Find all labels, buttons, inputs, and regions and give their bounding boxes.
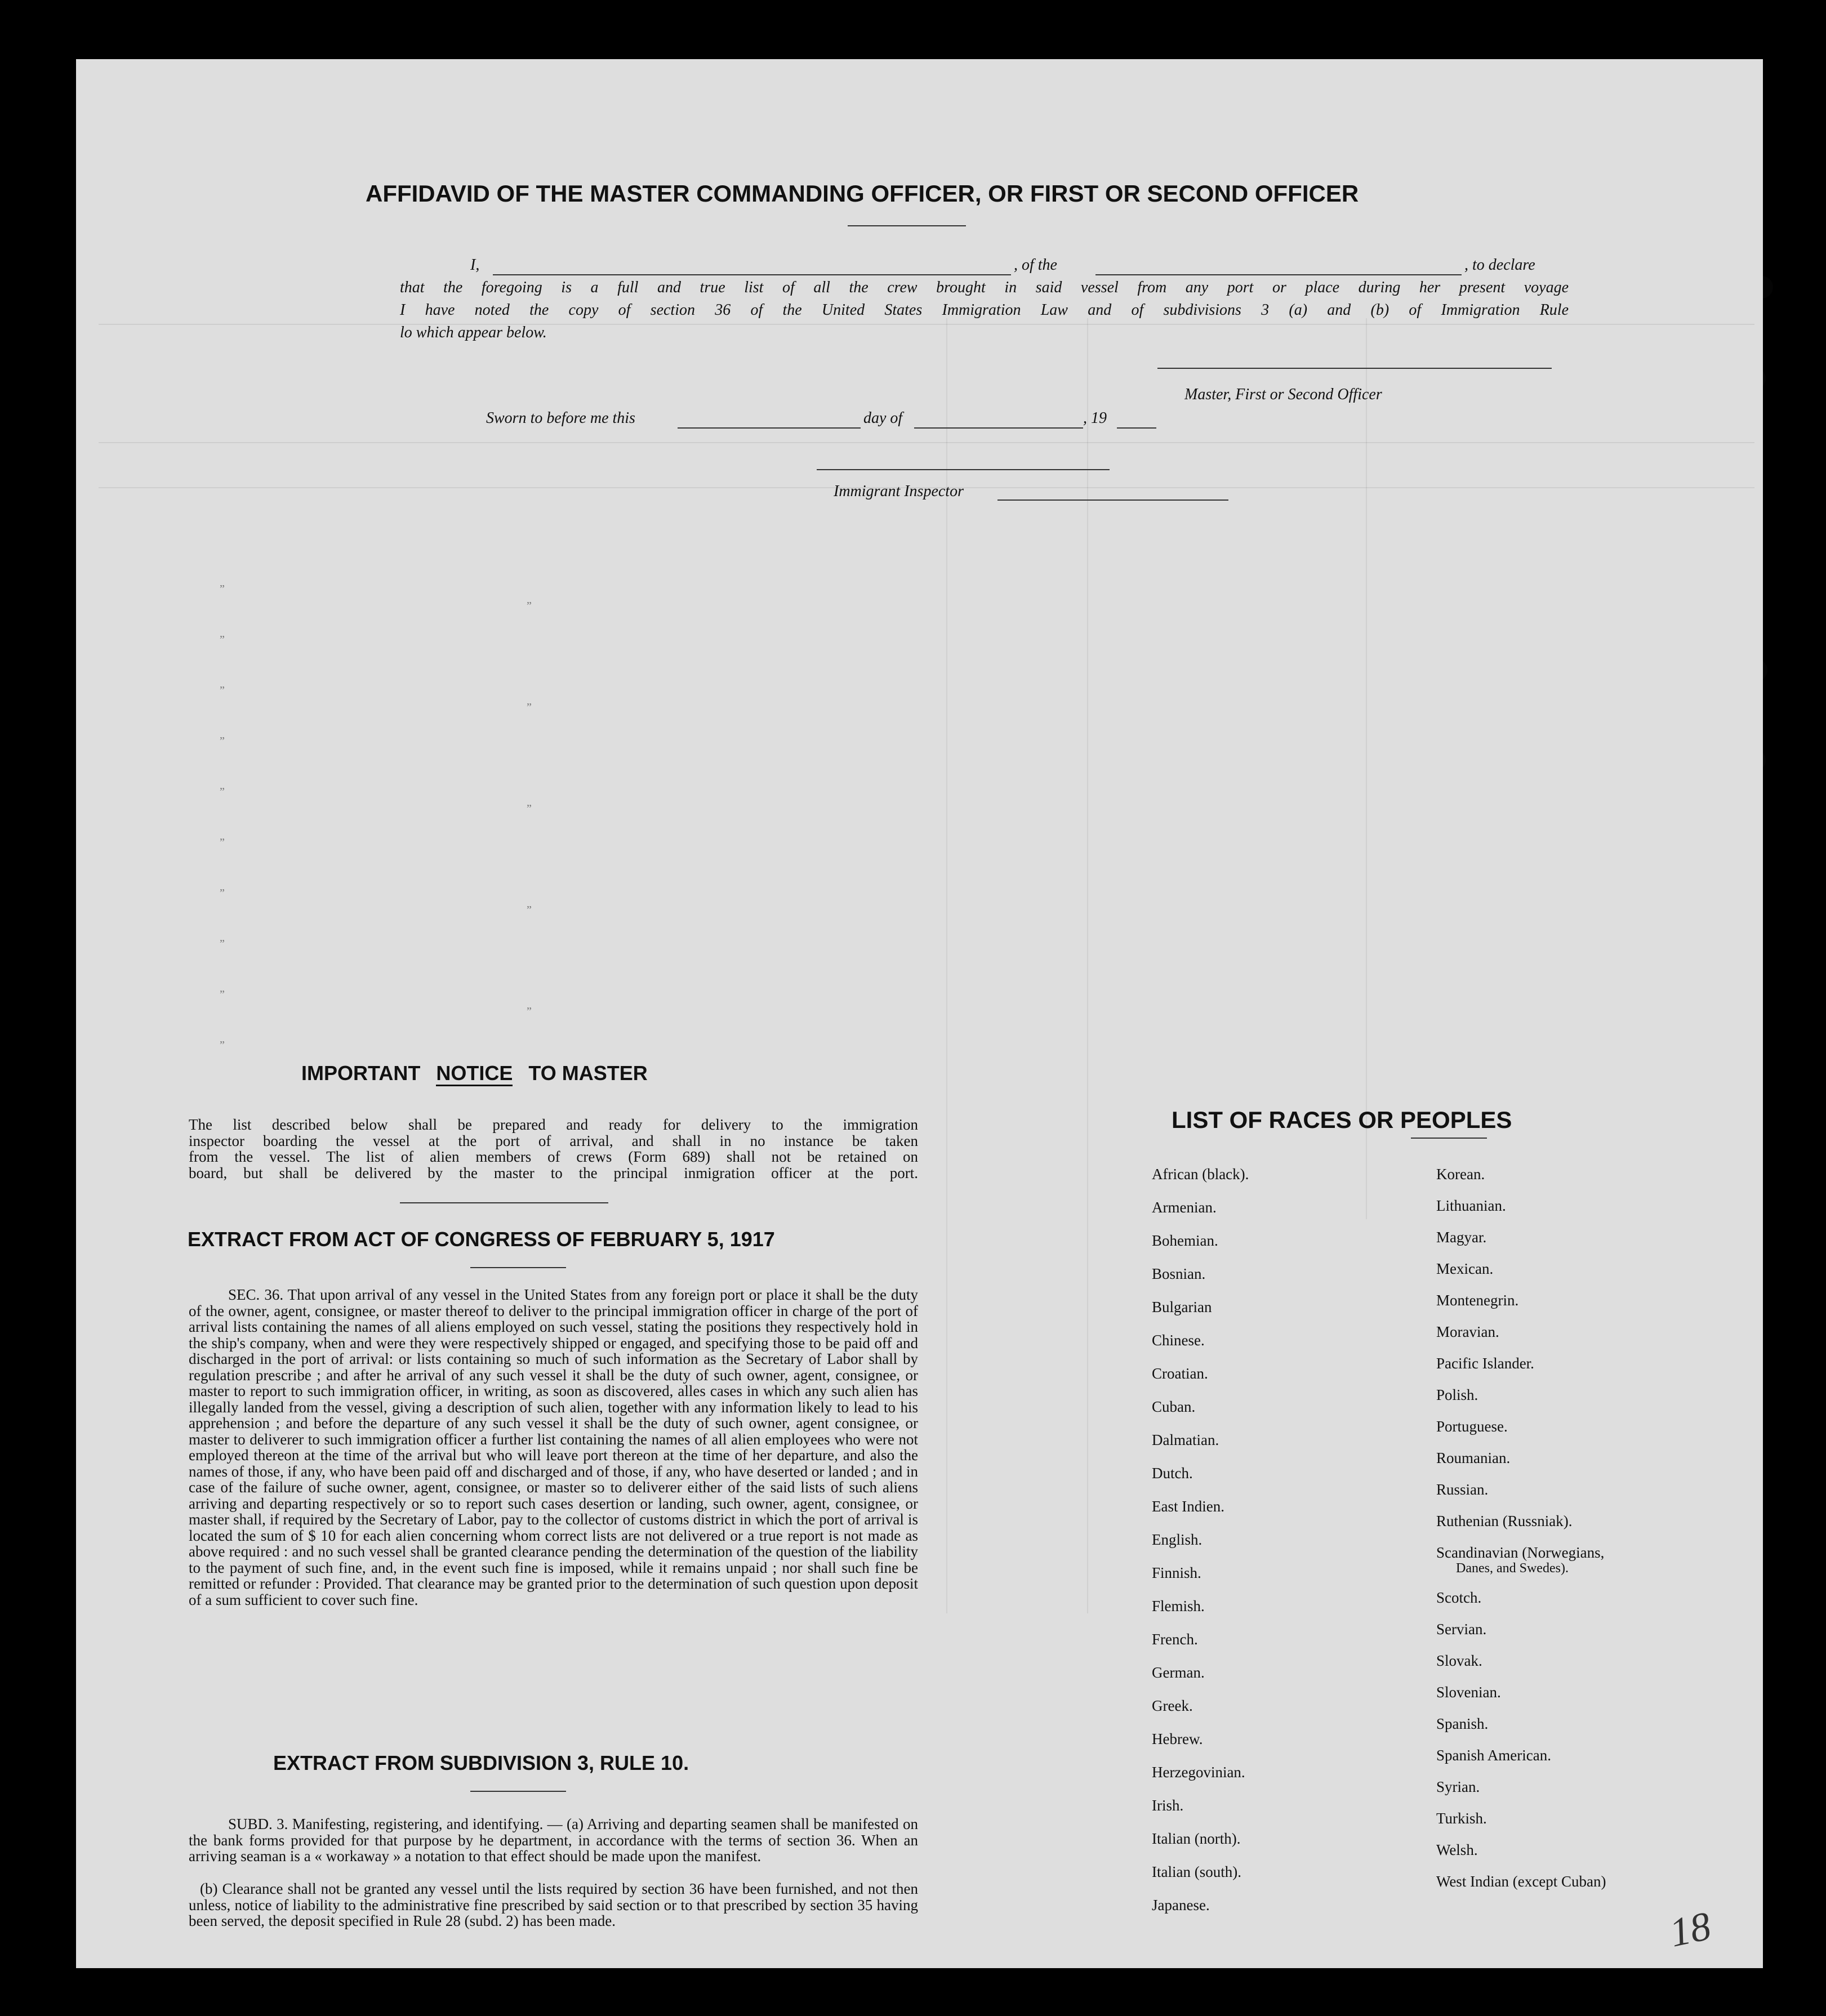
affidavit-to-declare: , to declare [1464, 256, 1535, 274]
notice-rule [400, 1202, 608, 1203]
day-of-label: day of [863, 409, 903, 427]
sworn-label: Sworn to before me this [486, 409, 635, 427]
race-item: Portuguese. [1436, 1418, 1508, 1435]
bleed-ditto-mark: ” [220, 735, 225, 747]
race-item: Chinese. [1152, 1332, 1205, 1349]
race-item: Scandinavian (Norwegians, [1436, 1544, 1605, 1561]
race-item: Herzegovinian. [1152, 1764, 1245, 1781]
race-item: Slovenian. [1436, 1684, 1501, 1701]
bleed-ditto-mark: ” [527, 802, 532, 815]
notice-line: The list described below shall be prepared and ready for delivery to the immigration [189, 1116, 918, 1133]
notice-title-important: IMPORTANT [301, 1061, 421, 1085]
race-item: Finnish. [1152, 1564, 1201, 1581]
bleed-through-column [1366, 318, 1367, 1219]
affidavit-line-3: I have noted the copy of section 36 of the United States Immigration Law and of subdivisions 3 (a) and (b) of Immigration Rule [400, 301, 1569, 319]
notice-title [301, 1061, 648, 1085]
race-item: Flemish. [1152, 1598, 1205, 1614]
race-item: Hebrew. [1152, 1730, 1203, 1747]
race-item: Dalmatian. [1152, 1431, 1219, 1448]
sworn-month-blank [914, 427, 1083, 429]
bleed-through-rule [99, 442, 1754, 443]
race-item: Ruthenian (Russniak). [1436, 1513, 1573, 1529]
race-item: Spanish. [1436, 1715, 1489, 1732]
bleed-ditto-mark: ” [527, 600, 532, 612]
race-item: Armenian. [1152, 1199, 1217, 1216]
race-item: Welsh. [1436, 1841, 1478, 1858]
inspector-signature-line [997, 499, 1228, 501]
vessel-blank-line [1095, 274, 1462, 275]
bleed-ditto-mark: ” [220, 988, 225, 1001]
race-item: Servian. [1436, 1621, 1487, 1638]
act-extract-title: EXTRACT FROM ACT OF CONGRESS OF FEBRUARY 5, 1917 [188, 1228, 775, 1251]
master-signature-label: Master, First or Second Officer [1184, 386, 1382, 403]
race-item: Turkish. [1436, 1810, 1487, 1827]
bleed-ditto-mark: ” [220, 634, 225, 646]
notice-line: board, but shall be delivered by the master to the principal inmigration officer at the port. [189, 1164, 918, 1181]
affidavit-line-4: lo which appear below. [400, 324, 547, 341]
race-item: Syrian. [1436, 1778, 1480, 1795]
bleed-ditto-mark: ” [220, 938, 225, 950]
race-item: African (black). [1152, 1166, 1249, 1183]
race-item: Korean. [1436, 1166, 1485, 1183]
notice-body [189, 1117, 918, 1181]
bleed-ditto-mark: ” [220, 684, 225, 697]
bleed-ditto-mark: ” [527, 1005, 532, 1018]
sworn-day-blank [678, 427, 861, 429]
rule-extract-body-b: (b) Clearance shall not be granted any vessel until the lists required by section 36 have been furnished, and not then unless, notice of liability to the administrative fine prescribed by said section or to that prescribed by section 35 having been served, the deposit specified in Rule 28 (subd. 2) has been made. [189, 1880, 918, 1929]
sworn-year-blank [1117, 427, 1156, 429]
name-blank-line [493, 274, 1011, 275]
bleed-ditto-mark: ” [220, 786, 225, 798]
races-title-underline [1411, 1138, 1487, 1139]
bleed-ditto-mark: ” [527, 701, 532, 713]
bleed-ditto-mark: ” [220, 836, 225, 849]
race-item: Slovak. [1436, 1652, 1482, 1669]
title-underline [848, 225, 966, 226]
race-item: Spanish American. [1436, 1747, 1551, 1764]
race-item: Pacific Islander. [1436, 1355, 1534, 1372]
race-item: Russian. [1436, 1481, 1489, 1498]
inspector-label: Immigrant Inspector [834, 483, 964, 500]
race-item: Mexican. [1436, 1260, 1494, 1277]
bleed-ditto-mark: ” [527, 904, 532, 916]
races-title: LIST OF RACES OR PEOPLES [1172, 1107, 1512, 1133]
bleed-ditto-mark: ” [220, 583, 225, 595]
race-item: Italian (south). [1152, 1863, 1241, 1880]
affidavit-i-label: I, [470, 256, 480, 274]
race-item: Greek. [1152, 1697, 1193, 1714]
race-item: Dutch. [1152, 1465, 1193, 1482]
bleed-ditto-mark: ” [220, 1039, 225, 1051]
notice-line: inspector boarding the vessel at the port of arrival, and shall in no instance be taken [189, 1132, 918, 1149]
year-prefix: , 19 [1083, 409, 1107, 427]
race-item: German. [1152, 1664, 1205, 1681]
race-item: Magyar. [1436, 1229, 1487, 1246]
race-item: Bosnian. [1152, 1265, 1206, 1282]
rule-extract-title: EXTRACT FROM SUBDIVISION 3, RULE 10. [273, 1751, 689, 1774]
affidavit-of-the: , of the [1014, 256, 1057, 274]
notice-title-notice: NOTICE [436, 1061, 513, 1086]
race-item: Irish. [1152, 1797, 1184, 1814]
race-item: Montenegrin. [1436, 1292, 1519, 1309]
race-item: Bohemian. [1152, 1232, 1218, 1249]
sworn-line [486, 409, 1275, 432]
race-item-continued: Danes, and Swedes). [1456, 1561, 1569, 1576]
affidavit-line-2: that the foregoing is a full and true list of all the crew brought in said vessel from any port or place during her present voyage [400, 279, 1569, 296]
race-item: Roumanian. [1436, 1449, 1511, 1466]
act-extract-rule [470, 1267, 566, 1268]
race-item: Japanese. [1152, 1897, 1210, 1914]
manifest-sheet [76, 59, 1763, 1968]
race-item: Lithuanian. [1436, 1197, 1506, 1214]
handwritten-page-mark: 18 [1665, 1903, 1715, 1956]
race-item: West Indian (except Cuban) [1436, 1873, 1606, 1890]
bleed-through-column [946, 318, 947, 1613]
race-item: French. [1152, 1631, 1198, 1648]
rule-extract-body-a: SUBD. 3. Manifesting, registering, and identifying. — (a) Arriving and departing seamen shall be manifested on the bank forms provided for that purpose by he department, in accordance with the terms of section 36. When an arriving seaman is a « workaway » a notation to that effect should be made upon the manifest. [189, 1816, 918, 1865]
affidavit-title: AFFIDAVID OF THE MASTER COMMANDING OFFICER, OR FIRST OR SECOND OFFICER [366, 180, 1359, 207]
race-item: Italian (north). [1152, 1830, 1241, 1847]
race-item: Moravian. [1436, 1323, 1499, 1340]
bleed-through-rule [99, 324, 1754, 325]
race-item: English. [1152, 1531, 1203, 1548]
race-item: Cuban. [1152, 1398, 1196, 1415]
affidavit-line-1 [470, 256, 1569, 279]
race-item: Croatian. [1152, 1365, 1208, 1382]
race-item: Bulgarian [1152, 1299, 1212, 1315]
bleed-through-column [1087, 318, 1088, 1613]
notice-title-to-master: TO MASTER [528, 1061, 648, 1085]
rule-extract-rule [470, 1791, 566, 1792]
race-item: Scotch. [1436, 1589, 1482, 1606]
act-extract-body: SEC. 36. That upon arrival of any vessel in the United States from any foreign port or place it shall be the duty of the owner, agent, consignee, or master thereof to deliver to the principal immigration officer in charge of the port of arrival lists containing the names of all aliens employed on such vessel, stating the positions they respectively hold in the ship's company, when and were they were respectively shipped or engaged, and specifying those to be paid off and discharged in the port of arrival: or lists containing so much of such information as the Secretary of Labor shall by regulation prescribe ; and after he arrival of any such vessel it shall be the duty of such owner, agent, consignee, or master to report to such immigration officer, in writing, as soon as discovered, alles cases in which any such alien has illegally landed from the vessel, giving a description of such alien, together with any information likely to lead to his apprehension ; and before the departure of any such vessel it shall be the duty of such owner, agent consignee, or master to deliverer to such immigration officer a further list containing the names of all alien employees who were not employed thereon at the time of the arrival but who will leave port thereon at the time of her departure, and also the names of those, if any, who have been paid off and discharged and of those, if any, who have deserted or landed ; and in case of the failure of suche owner, agent, consignee, or master so to deliverer either of the said lists of such aliens arriving and departing respectively or so to report such cases desertion or landing, such owner, agent, consignee, or master shall, if required by the Secretary of Labor, pay to the collector of customs district in which the port of arrival is located the sum of $ 10 for each alien concerning whom correct lists are not delivered or a true report is not made as above required : and no such vessel shall be granted clearance pending the determination of the question of the liability to the payment of such fine, and, in the event such fine is imposed, while it remains unpaid ; nor shall such fine be remitted or refunder : Provided. That clearance may be granted prior to the determination of such question upon deposit of a sum sufficient to cover such fine. [189, 1286, 918, 1608]
notice-line: from the vessel. The list of alien members of crews (Form 689) shall not be retained on [189, 1148, 918, 1165]
bleed-ditto-mark: ” [220, 887, 225, 899]
race-item: Polish. [1436, 1386, 1478, 1403]
master-signature-line [1157, 368, 1552, 369]
race-item: East Indien. [1152, 1498, 1224, 1515]
inspector-top-line [817, 469, 1110, 470]
